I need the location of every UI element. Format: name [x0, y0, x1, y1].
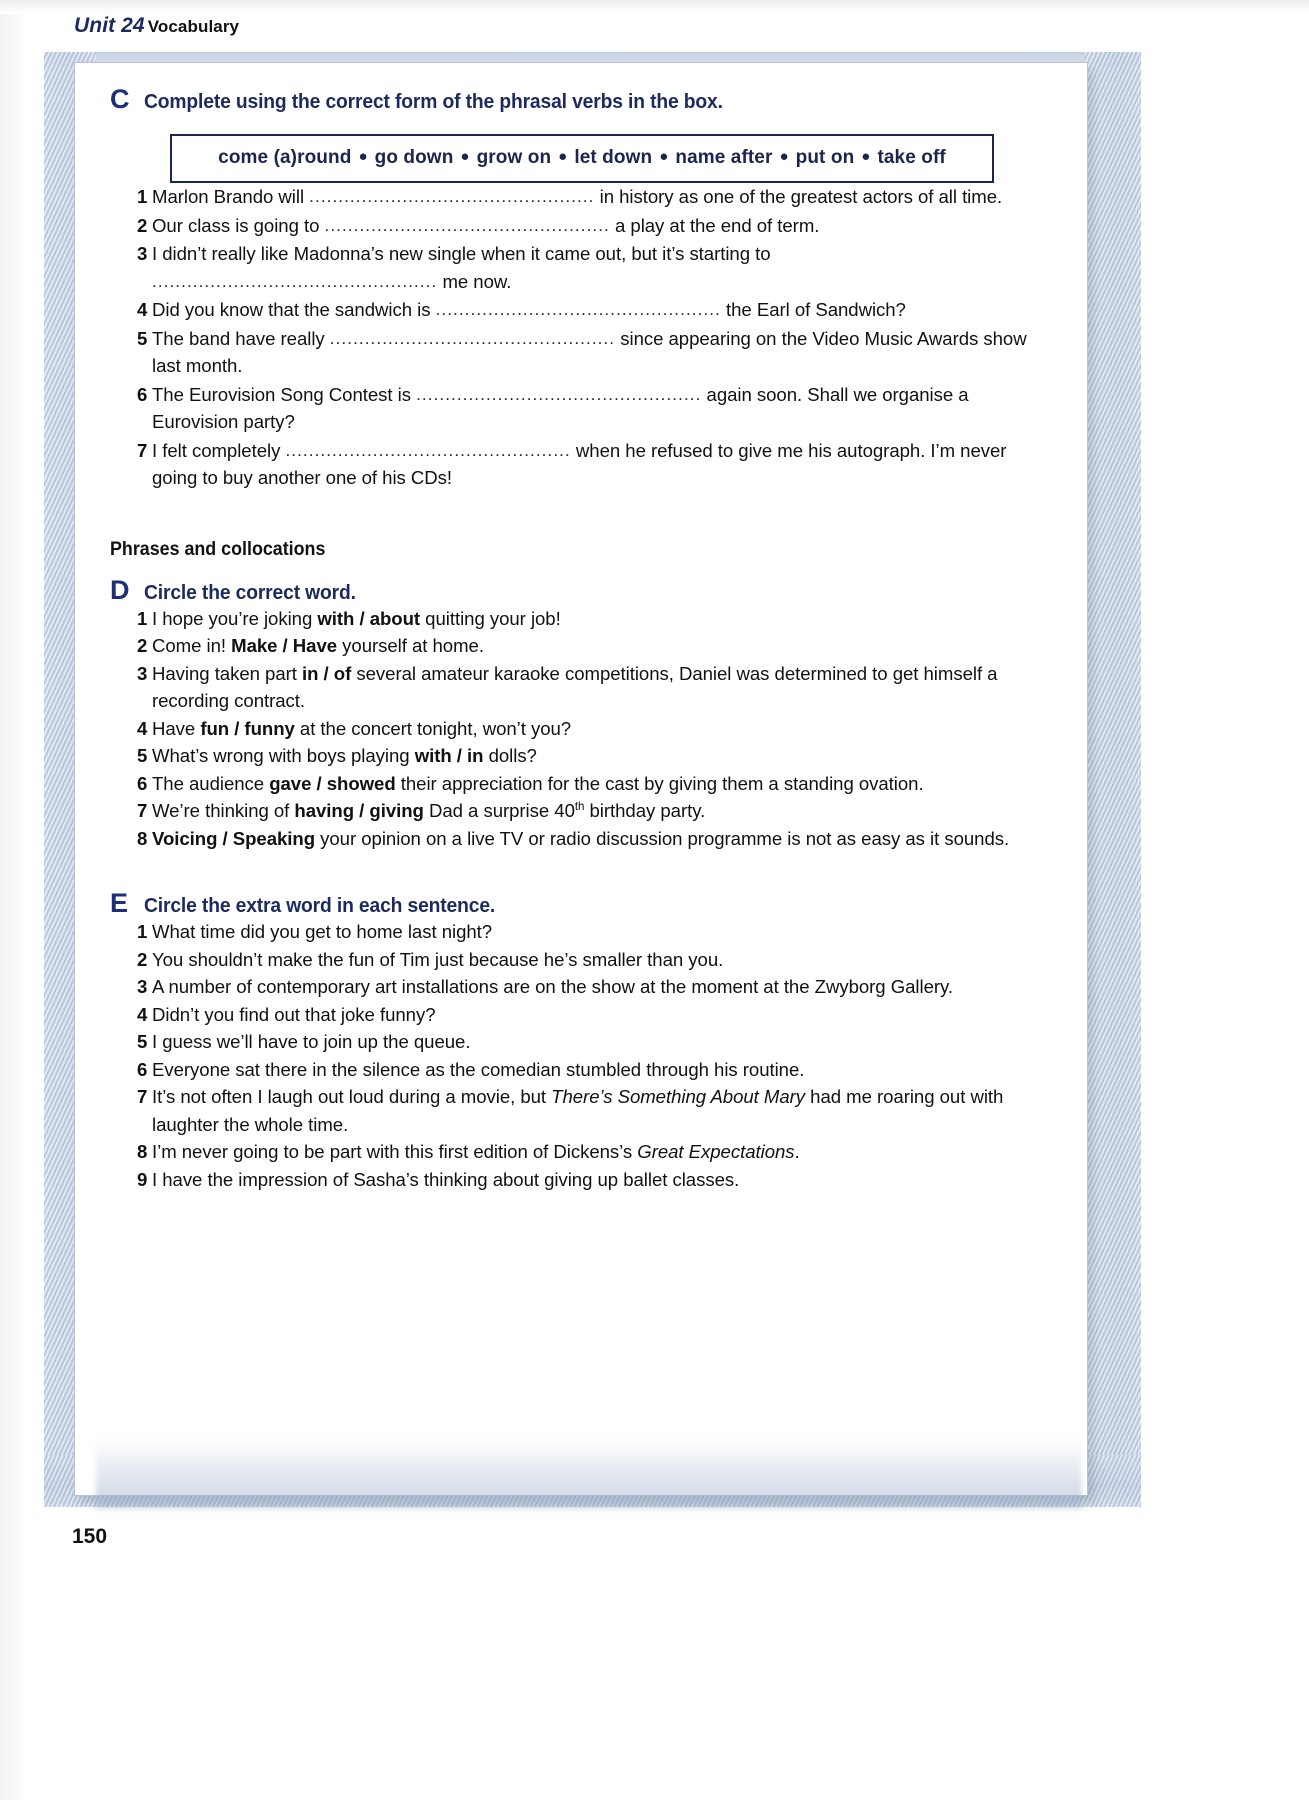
- item-text[interactable]: The Eurovision Song Contest is ................................................. again soon. Shall we organise a Eurovision party?: [152, 383, 969, 433]
- answer-option-pair[interactable]: having / giving: [294, 800, 424, 822]
- item-number: 6: [137, 772, 148, 794]
- sentence-text: quitting your job!: [420, 607, 561, 629]
- item-text[interactable]: [152, 1138, 1050, 1166]
- item-number: 7: [137, 439, 148, 461]
- exercise-item: [110, 973, 1050, 1001]
- item-number: 5: [137, 327, 148, 349]
- exercise-item: [110, 1138, 1050, 1166]
- sentence-text: Didn’t you find out that joke funny?: [152, 1003, 436, 1025]
- scan-shadow: [96, 1438, 1082, 1508]
- item-number: 4: [137, 299, 148, 321]
- item-text[interactable]: [152, 797, 1050, 825]
- sentence-text: Come in!: [152, 635, 232, 657]
- item-number: 8: [137, 1141, 148, 1163]
- exercise-item: [110, 437, 1050, 492]
- exercise-item: [110, 1166, 1050, 1194]
- answer-option-pair[interactable]: fun / funny: [200, 717, 295, 739]
- sentence-text: Have: [152, 717, 201, 739]
- item-number: 6: [137, 383, 148, 405]
- item-number: 8: [137, 827, 148, 849]
- phrasal-verb-chip: take off: [877, 147, 946, 168]
- item-number: 3: [137, 976, 148, 998]
- exercise-item: [110, 825, 1050, 853]
- sentence-text: Having taken part: [152, 662, 303, 684]
- answer-blank[interactable]: .................................................: [152, 271, 438, 291]
- item-number: 2: [137, 635, 148, 657]
- item-text[interactable]: [152, 605, 1050, 633]
- item-number: 1: [137, 921, 148, 943]
- exercise-item: [110, 605, 1050, 633]
- item-number: 5: [137, 745, 148, 767]
- answer-blank[interactable]: .................................................: [435, 300, 721, 320]
- worksheet-content: [110, 86, 1050, 1193]
- sentence-text: The audience: [152, 772, 270, 794]
- exercise-item: [110, 183, 1050, 211]
- word-separator-dot: ●: [358, 148, 368, 165]
- item-number: 7: [137, 800, 148, 822]
- item-text[interactable]: Did you know that the sandwich is ................................................. the Earl of Sandwich?: [152, 299, 906, 321]
- item-text[interactable]: [152, 825, 1050, 853]
- item-number: 2: [137, 948, 148, 970]
- exercise-item: [110, 660, 1050, 715]
- exercise-item: [110, 381, 1050, 436]
- scan-edge-left: [0, 0, 26, 1800]
- exercise-item: [110, 918, 1050, 946]
- word-separator-dot: ●: [779, 148, 789, 165]
- item-text[interactable]: [152, 632, 1050, 660]
- answer-blank[interactable]: .................................................: [309, 187, 595, 206]
- work-title: There’s Something About Mary: [551, 1086, 806, 1108]
- sentence-text: What’s wrong with boys playing: [152, 745, 415, 767]
- sentence-text: I have the impression of Sasha’s thinking about giving up ballet classes.: [152, 1168, 740, 1190]
- phrasal-verb-chip: name after: [675, 147, 773, 168]
- sentence-text: birthday party.: [584, 800, 706, 822]
- answer-option-pair[interactable]: Voicing / Speaking: [152, 827, 316, 849]
- item-number: 3: [137, 243, 148, 265]
- item-text[interactable]: Marlon Brando will ................................................. in history as one of the greatest actors of all time.: [152, 186, 1003, 207]
- exercise-d-items: [110, 605, 1050, 853]
- word-separator-dot: ●: [460, 148, 470, 165]
- item-number: 1: [137, 186, 148, 207]
- sentence-text: We’re thinking of: [152, 800, 295, 822]
- item-text[interactable]: [152, 946, 1050, 974]
- unit-number: Unit 24: [74, 14, 145, 37]
- sentence-text: at the concert tonight, won’t you?: [294, 717, 572, 739]
- item-text[interactable]: The band have really ................................................. since appearing on the Video Music Awards show last month.: [152, 327, 1027, 377]
- item-number: 1: [137, 607, 148, 629]
- item-number: 4: [137, 1003, 148, 1025]
- answer-blank[interactable]: .................................................: [416, 384, 702, 404]
- sentence-text: your opinion on a live TV or radio discussion programme is not as easy as it sounds.: [315, 827, 1010, 849]
- exercise-item: [110, 325, 1050, 380]
- item-text[interactable]: [152, 1001, 1050, 1029]
- sentence-text: I hope you’re joking: [152, 607, 318, 629]
- item-text[interactable]: [152, 1056, 1050, 1084]
- exercise-c-heading: [110, 86, 1050, 114]
- sentence-text: I guess we’ll have to join up the queue.: [152, 1031, 471, 1053]
- answer-blank[interactable]: .................................................: [329, 328, 616, 348]
- word-separator-dot: ●: [558, 148, 568, 165]
- sentence-text: Dad a surprise 40: [423, 800, 575, 822]
- exercise-item: [110, 1028, 1050, 1056]
- phrasal-verb-chip: go down: [374, 147, 454, 168]
- item-number: 3: [137, 662, 148, 684]
- work-title: Great Expectations: [637, 1141, 795, 1163]
- exercise-item: [110, 742, 1050, 770]
- answer-blank[interactable]: .................................................: [285, 440, 571, 460]
- item-text[interactable]: [152, 1028, 1050, 1056]
- page-frame-right: [1085, 52, 1141, 1504]
- sentence-text: I’m never going to be part with this first edition of Dickens’s: [152, 1141, 638, 1163]
- item-text[interactable]: [152, 973, 1050, 1001]
- item-text[interactable]: [152, 660, 1050, 715]
- sentence-text: dolls?: [483, 745, 537, 767]
- sentence-text: several amateur karaoke competitions, Daniel was determined to get himself a recording contract.: [152, 662, 998, 712]
- item-number: 2: [137, 214, 148, 236]
- item-text[interactable]: [152, 918, 1050, 946]
- sentence-text: What time did you get to home last night?: [152, 921, 493, 943]
- phrasal-verb-chip: come (a)round: [218, 147, 352, 168]
- page-header: [74, 14, 239, 38]
- phrasal-verb-list: [172, 147, 992, 169]
- item-number: 9: [137, 1168, 148, 1190]
- exercise-e-items: [110, 918, 1050, 1193]
- exercise-item: [110, 1056, 1050, 1084]
- scan-edge-top: [0, 0, 1309, 14]
- sentence-text: had me roaring out with laughter the whole time.: [152, 1086, 1004, 1135]
- answer-option-pair[interactable]: gave / showed: [269, 772, 396, 794]
- sentence-text: .: [794, 1141, 800, 1163]
- exercise-d-letter: D: [110, 574, 130, 605]
- word-separator-dot: ●: [861, 148, 871, 165]
- exercise-e-letter: E: [110, 888, 129, 919]
- exercise-c-title: Complete using the correct form of the phrasal verbs in the box.: [144, 90, 723, 113]
- phrasal-verb-chip: let down: [574, 147, 653, 168]
- exercise-c-letter: C: [110, 84, 130, 114]
- answer-blank[interactable]: .................................................: [324, 215, 610, 235]
- answer-option-pair[interactable]: in / of: [302, 662, 352, 684]
- phrasal-verb-box: [170, 134, 994, 183]
- sentence-text: Everyone sat there in the silence as the comedian stumbled through his routine.: [152, 1058, 805, 1080]
- sentence-text: A number of contemporary art installations are on the show at the moment at the Zwyborg Gallery.: [152, 976, 953, 998]
- item-text[interactable]: [152, 770, 1050, 798]
- exercise-item: [110, 632, 1050, 660]
- sentence-text: It’s not often I laugh out loud during a movie, but: [152, 1086, 552, 1108]
- answer-option-pair[interactable]: with / in: [414, 745, 484, 767]
- exercise-item: [110, 770, 1050, 798]
- item-text[interactable]: [152, 742, 1050, 770]
- exercise-item: [110, 296, 1050, 324]
- sentence-text: their appreciation for the cast by giving them a standing ovation.: [395, 772, 924, 794]
- exercise-item: [110, 240, 1050, 295]
- exercise-item: [110, 715, 1050, 743]
- item-text[interactable]: [152, 715, 1050, 743]
- item-text[interactable]: Our class is going to ................................................. a play at the end of term.: [152, 214, 820, 236]
- ordinal-suffix: th: [574, 801, 585, 814]
- item-number: 4: [137, 717, 148, 739]
- exercise-d-heading: [110, 574, 1050, 605]
- unit-section-label: Vocabulary: [147, 17, 240, 36]
- phrases-collocations-subheading: Phrases and collocations: [110, 538, 326, 560]
- answer-option-pair[interactable]: with / about: [317, 607, 421, 629]
- phrasal-verb-chip: grow on: [476, 147, 552, 168]
- exercise-e-title: Circle the extra word in each sentence.: [144, 894, 496, 918]
- page-number: 150: [72, 1525, 108, 1548]
- item-text[interactable]: [152, 1166, 1050, 1194]
- exercise-item: [110, 946, 1050, 974]
- item-number: 7: [137, 1086, 148, 1108]
- exercise-c-items: [110, 183, 1050, 492]
- item-number: 5: [137, 1031, 148, 1053]
- exercise-item: [110, 797, 1050, 825]
- item-text[interactable]: I didn’t really like Madonna’s new single when it came out, but it’s starting to ................................................. me now.: [152, 243, 771, 292]
- exercise-item: [110, 212, 1050, 240]
- exercise-d-title: Circle the correct word.: [144, 580, 356, 604]
- exercise-item: [110, 1083, 1050, 1138]
- item-text[interactable]: I felt completely ................................................. when he refused to give me his autograph. I’m never going to buy another one of his CDs!: [152, 439, 1007, 489]
- sentence-text: yourself at home.: [337, 635, 484, 657]
- phrasal-verb-chip: put on: [795, 147, 855, 168]
- item-number: 6: [137, 1058, 148, 1080]
- answer-option-pair[interactable]: Make / Have: [231, 635, 338, 657]
- word-separator-dot: ●: [659, 148, 669, 165]
- item-text[interactable]: [152, 1083, 1050, 1138]
- exercise-item: [110, 1001, 1050, 1029]
- sentence-text: You shouldn’t make the fun of Tim just because he’s smaller than you.: [152, 948, 724, 970]
- exercise-e-heading: [110, 890, 1050, 918]
